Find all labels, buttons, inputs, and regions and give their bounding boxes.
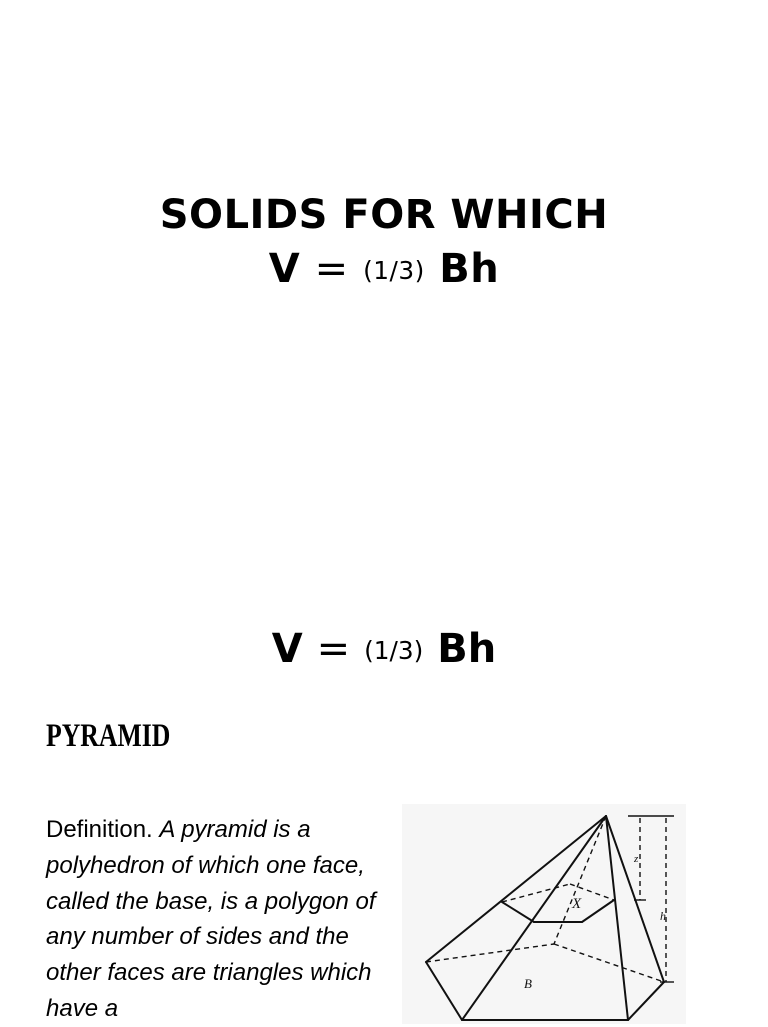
formula-equals: = xyxy=(314,246,349,292)
section-edge xyxy=(502,902,534,922)
pyramid-diagram xyxy=(402,804,686,1024)
hidden-edge xyxy=(554,944,664,982)
slide-title xyxy=(0,188,768,298)
formula-fraction: (1/3) xyxy=(363,256,425,286)
formula-bh: Bh xyxy=(439,246,500,292)
label-z: z xyxy=(634,853,639,865)
label-h: h xyxy=(660,909,666,923)
pyramid-edge xyxy=(426,816,606,962)
section-heading: PYRAMID xyxy=(46,718,171,754)
slide-formula xyxy=(0,622,768,678)
formula-fraction: (1/3) xyxy=(364,636,424,666)
section-edge xyxy=(582,900,614,922)
title-line-1: SOLIDS FOR WHICH xyxy=(159,192,609,238)
formula-v: V xyxy=(271,626,303,672)
definition-text xyxy=(46,812,386,1027)
label-x: X xyxy=(572,896,582,912)
definition-lead: Definition. xyxy=(46,816,153,843)
title-formula xyxy=(0,242,768,298)
pyramid-edge xyxy=(462,816,606,1020)
pyramid-edge xyxy=(628,982,664,1020)
formula-equals: = xyxy=(316,626,351,672)
definition-body: A pyramid is a polyhedron of which one face, called the base, is a polygon of any number of sides and the other faces are triangles which have a xyxy=(46,816,376,1022)
formula-v: V xyxy=(268,246,301,292)
label-b: B xyxy=(524,976,532,991)
pyramid-figure xyxy=(402,804,686,1024)
formula-bh: Bh xyxy=(437,626,497,672)
pyramid-edge xyxy=(426,962,462,1020)
